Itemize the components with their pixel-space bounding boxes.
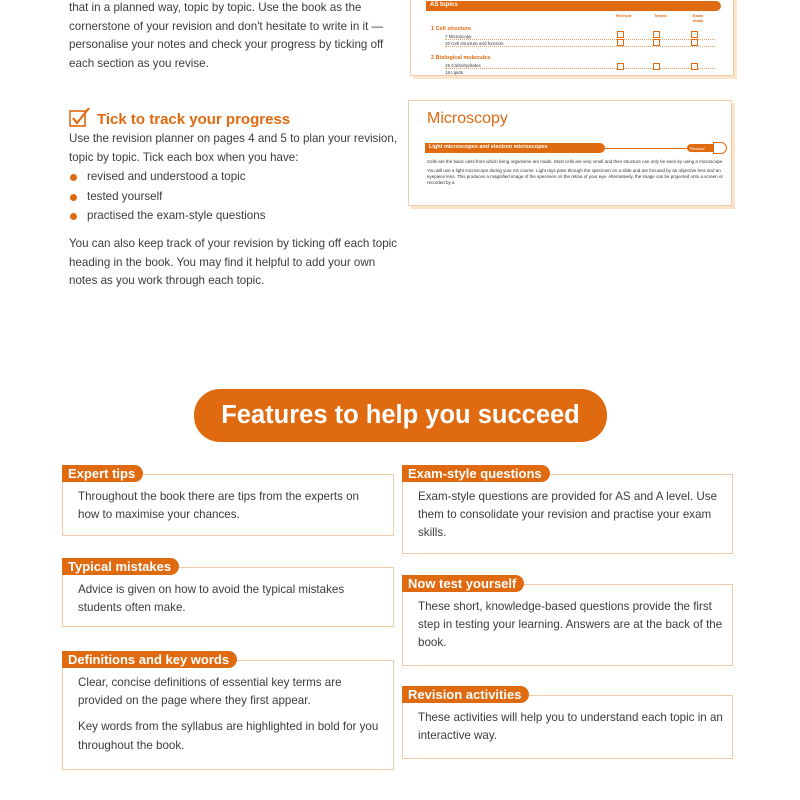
planner-checkbox [691,63,698,70]
thumbnail-divider [605,148,687,149]
planner-checkbox [617,39,624,46]
planner-checkbox [691,31,698,38]
planner-checkbox [691,39,698,46]
planner-checkbox [617,63,624,70]
thumbnail-revised-label: Revised [687,144,713,152]
feature-label: Exam-style questions [402,465,550,482]
thumbnail-text-para: You will use a light microscope during your AS course. Light rays pass through the specimen on a slide and are focused by an objective lens and an eyepiece lens. This produces a magnified image of the specimen on the retina of your eye. Alternatively, the image can be projected onto a screen or recorded by a [427,168,724,185]
revision-planner-thumbnail [410,0,734,76]
thumbnail-topic-bar [425,143,605,153]
feature-box [62,660,394,770]
planner-col-revised: Revised [616,13,632,18]
feature-text: These short, knowledge-based questions provide the first step in testing your learning. Answers are at the back of the book. [418,600,723,650]
feature-box [402,584,733,666]
planner-checkbox [653,39,660,46]
tick-section-title: Tick to track your progress [97,110,291,128]
tick-bullet-list [69,168,399,226]
planner-checkbox [653,63,660,70]
topic-page-thumbnail [408,100,732,206]
feature-label: Typical mistakes [62,558,179,575]
thumbnail-body-text [427,159,727,186]
feature-text: These activities will help you to understand each topic in an interactive way. [418,711,723,743]
tick-heading [69,106,290,128]
thumbnail-bar-title: Light microscopes and electron microscopes [429,144,548,150]
thumbnail-topic-title: Microscopy [427,110,508,127]
tick-section-para2: You can also keep track of your revision by ticking off each topic heading in the book. You may find it helpful to add your own notes as you work through each topic. [69,236,398,288]
feature-box [62,474,394,536]
planner-section: 2 Biological molecules [431,55,491,61]
feature-label: Revision activities [402,686,529,703]
feature-text: Throughout the book there are tips from the experts on how to maximise your chances. [78,490,359,522]
feature-box [402,695,733,759]
planner-row: 7 Microscopy [445,34,715,40]
planner-checkbox [617,31,624,38]
checkbox-tick-icon [69,106,91,128]
tick-section-body [69,130,399,291]
feature-box [402,474,733,554]
intro-paragraph: that in a planned way, topic by topic. Use the book as the cornerstone of your revision and don't hesitate to write in it — personalise your notes and check your progress by ticking off each section as you revise. [69,1,384,70]
feature-box [62,567,394,627]
planner-row: 10 Cell structure and function [445,41,715,47]
planner-col-tested: Tested [654,13,667,18]
planner-bar [426,1,721,11]
feature-text: Advice is given on how to avoid the typical mistakes students often make. [78,583,345,615]
planner-section: 1 Cell structure [431,26,472,32]
bullet-item: practised the exam-style questions [69,207,399,226]
thumbnail-text-para: Cells are the basic units from which living organisms are made. Most cells are very small and their structure can only be seen by using a microscope. [427,159,724,164]
planner-row: 18 Lipids [445,70,715,76]
planner-checkbox [653,31,660,38]
feature-text: Clear, concise definitions of essential key terms are provided on the page where they first appear. [78,676,342,708]
thumbnail-revised-checkbox [713,142,727,154]
feature-label: Now test yourself [402,575,524,592]
bullet-item: tested yourself [69,188,399,207]
planner-row: 15 Carbohydrates [445,63,715,69]
feature-text: Exam-style questions are provided for AS and A level. Use them to consolidate your revision and practise your exam skills. [418,490,718,540]
planner-col-exam-ready: Exam ready [692,13,704,23]
bullet-item: revised and understood a topic [69,168,399,187]
feature-text: Key words from the syllabus are highlighted in bold for you throughout the book. [78,720,379,752]
tick-section-intro: Use the revision planner on pages 4 and 5 to plan your revision, topic by topic. Tick each box when you have: [69,132,398,164]
feature-label: Definitions and key words [62,651,237,668]
feature-label: Expert tips [62,465,143,482]
planner-bar-title: AS topics [430,2,458,8]
features-banner: Features to help you succeed [194,389,607,442]
